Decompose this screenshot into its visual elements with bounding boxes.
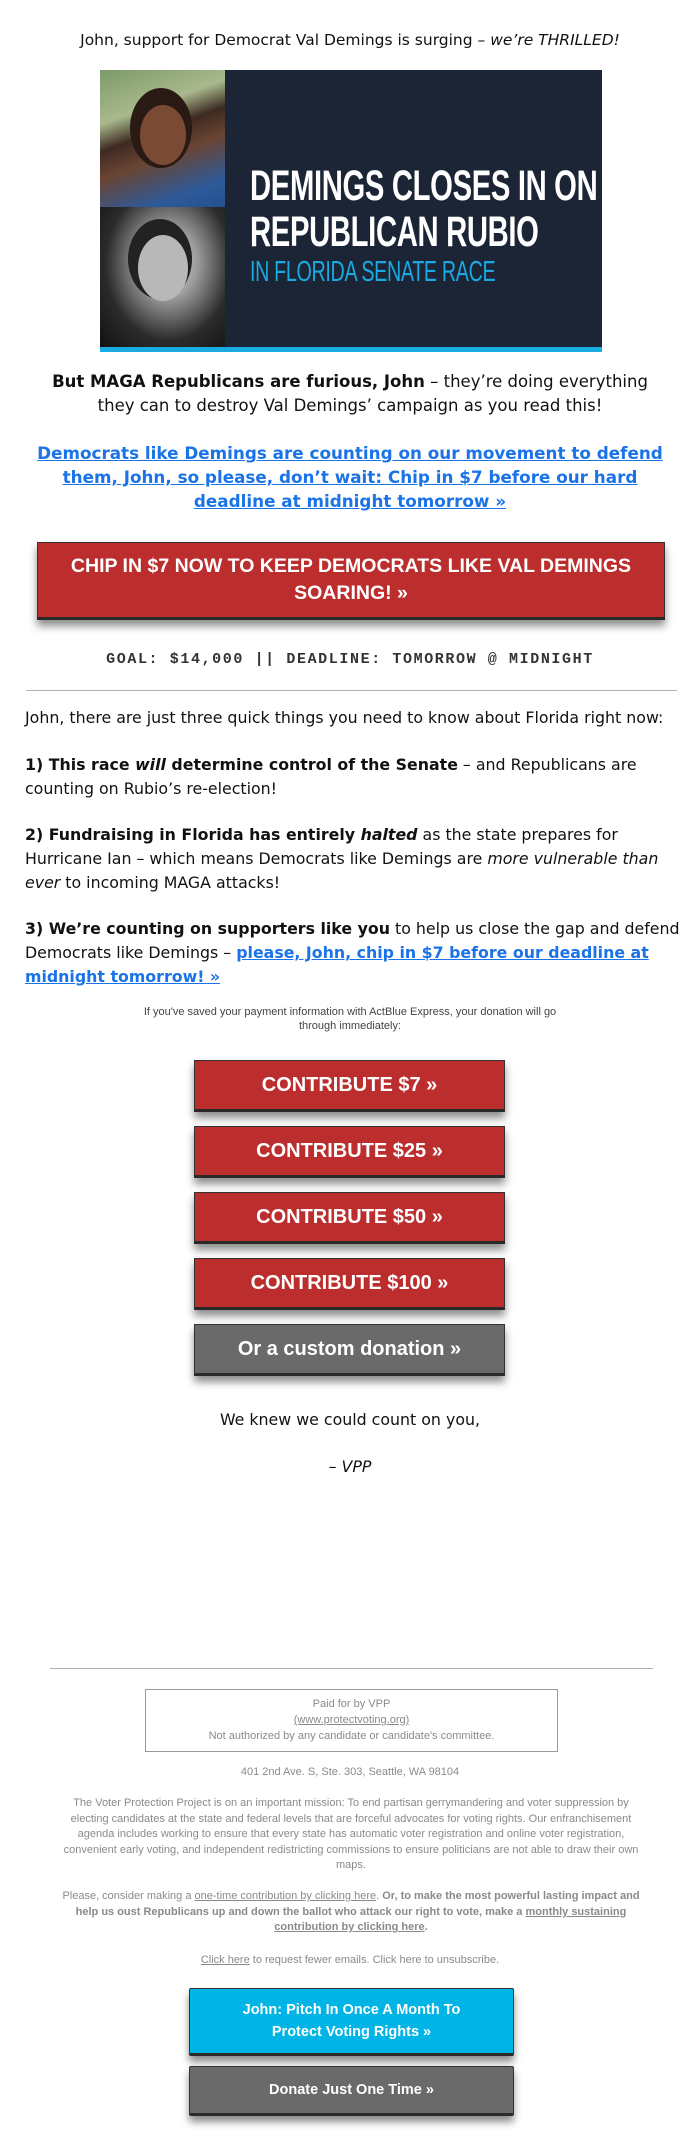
intro-rest: – they’re doing everything they can to destroy Val Demings’ campaign as you read this! <box>97 372 648 415</box>
header-lead-emphasis: we’re THRILLED! <box>490 31 620 49</box>
sustaining-pitch: Or, to make the most powerful lasting impact and help us oust Republicans up and down the ballot who attack our right to vote, make a <box>75 1890 640 1918</box>
point-2-emphasis-2: more vulnerable than ever <box>25 849 659 892</box>
unsubscribe-text[interactable]: to request fewer emails. Click here to unsubscribe. <box>249 1954 500 1966</box>
not-authorized-text: Not authorized by any candidate or candidate's committee. <box>208 1730 495 1742</box>
point-3-link[interactable]: please, John, chip in $7 before our deadline at midnight tomorrow! » <box>25 943 649 986</box>
please-text: Please, consider making a <box>62 1890 195 1902</box>
point-1-bold-2: determine control of the Senate <box>165 755 458 774</box>
monthly-donation-button[interactable]: John: Pitch In Once A Month To Protect Voting Rights » <box>189 1988 514 2056</box>
mailing-address: 401 2nd Ave. S, Ste. 303, Seattle, WA 98104 <box>240 1766 460 1778</box>
fewer-emails-link[interactable]: Click here <box>200 1954 250 1966</box>
point-1-emphasis: will <box>135 755 166 774</box>
point-2-bold: 2) Fundraising in Florida has entirely <box>25 825 361 844</box>
header-lead <box>0 28 700 52</box>
paid-for-text: Paid for by VPP <box>312 1698 391 1710</box>
divider <box>26 690 677 691</box>
point-3-rest: to help us close the gap and defend Democrats like Demings – <box>25 919 680 962</box>
period: . <box>424 1921 428 1934</box>
one-time-contribution-link[interactable]: one-time contribution by clicking here <box>194 1890 377 1902</box>
demings-photo <box>100 70 225 207</box>
point-2-rest: as the state prepares for Hurricane Ian – which means Democrats like Demings are <box>25 825 618 868</box>
body-intro: John, there are just three quick things you need to know about Florida right now: <box>25 708 664 727</box>
chip-in-main-button[interactable]: CHIP IN $7 NOW TO KEEP DEMOCRATS LIKE VAL DEMINGS SOARING! » <box>37 542 665 620</box>
contribution-options <box>58 1889 644 1936</box>
contribute-7-button[interactable]: CONTRIBUTE $7 » <box>194 1060 505 1112</box>
banner-headline-2: REPUBLICAN RUBIO <box>250 208 539 256</box>
intro-paragraph <box>40 370 660 418</box>
point-1 <box>25 753 680 801</box>
hero-banner-image[interactable] <box>100 70 602 352</box>
point-2-rest-2: to incoming MAGA attacks! <box>60 873 281 892</box>
goal-deadline: GOAL: $14,000 || DEADLINE: TOMORROW @ MIDNIGHT <box>106 651 594 668</box>
custom-donation-button[interactable]: Or a custom donation » <box>194 1324 505 1376</box>
website-link[interactable]: (www.protectvoting.org) <box>293 1714 410 1726</box>
contribute-50-button[interactable]: CONTRIBUTE $50 » <box>194 1192 505 1244</box>
point-3-bold: 3) We’re counting on supporters like you <box>25 919 391 938</box>
point-2-emphasis: halted <box>360 825 418 844</box>
banner-subhead: IN FLORIDA SENATE RACE <box>250 256 496 288</box>
contribute-100-button[interactable]: CONTRIBUTE $100 » <box>194 1258 505 1310</box>
banner-accent-bar <box>100 347 602 352</box>
rubio-photo <box>100 207 225 347</box>
actblue-express-note: If you've saved your payment information with ActBlue Express, your donation will go through immediately: <box>143 1006 557 1032</box>
header-lead-text: John, support for Democrat Val Demings is surging – <box>80 31 491 49</box>
one-time-donation-button[interactable]: Donate Just One Time » <box>189 2066 514 2116</box>
point-1-rest: – and Republicans are counting on Rubio’s re-election! <box>25 755 637 798</box>
footer-divider <box>50 1668 653 1669</box>
cta-paragraph <box>30 441 670 513</box>
monthly-contribution-link[interactable]: monthly sustaining contribution by clicking here <box>274 1905 627 1934</box>
cta-link[interactable]: Democrats like Demings are counting on our movement to defend them, John, so please, don’t wait: Chip in $7 before our hard deadline at midnight tomorrow » <box>37 443 663 511</box>
signature: – VPP <box>328 1457 372 1476</box>
point-3 <box>25 917 680 989</box>
point-2 <box>25 823 680 895</box>
paid-for-box <box>145 1689 558 1752</box>
contribute-25-button[interactable]: CONTRIBUTE $25 » <box>194 1126 505 1178</box>
mission-statement: The Voter Protection Project is on an important mission: To end partisan gerrymandering and voter suppression by electing candidates at the state and federal levels that are forceful advocates for voting rights. Our enfranchisement agenda includes working to ensure that every state has automatic voter registration and online voter registration, convenient early voting, and independent redistricting commissions to ensure politicians are not able to draw their own maps. <box>63 1797 639 1872</box>
banner-headline-1: DEMINGS CLOSES IN ON <box>250 162 598 210</box>
intro-bold: But MAGA Republicans are furious, John <box>52 372 425 391</box>
signoff-line: We knew we could count on you, <box>219 1410 481 1429</box>
separator-text: . <box>376 1890 383 1902</box>
email-preferences <box>0 1952 700 1968</box>
point-1-bold: 1) This race <box>25 755 136 774</box>
